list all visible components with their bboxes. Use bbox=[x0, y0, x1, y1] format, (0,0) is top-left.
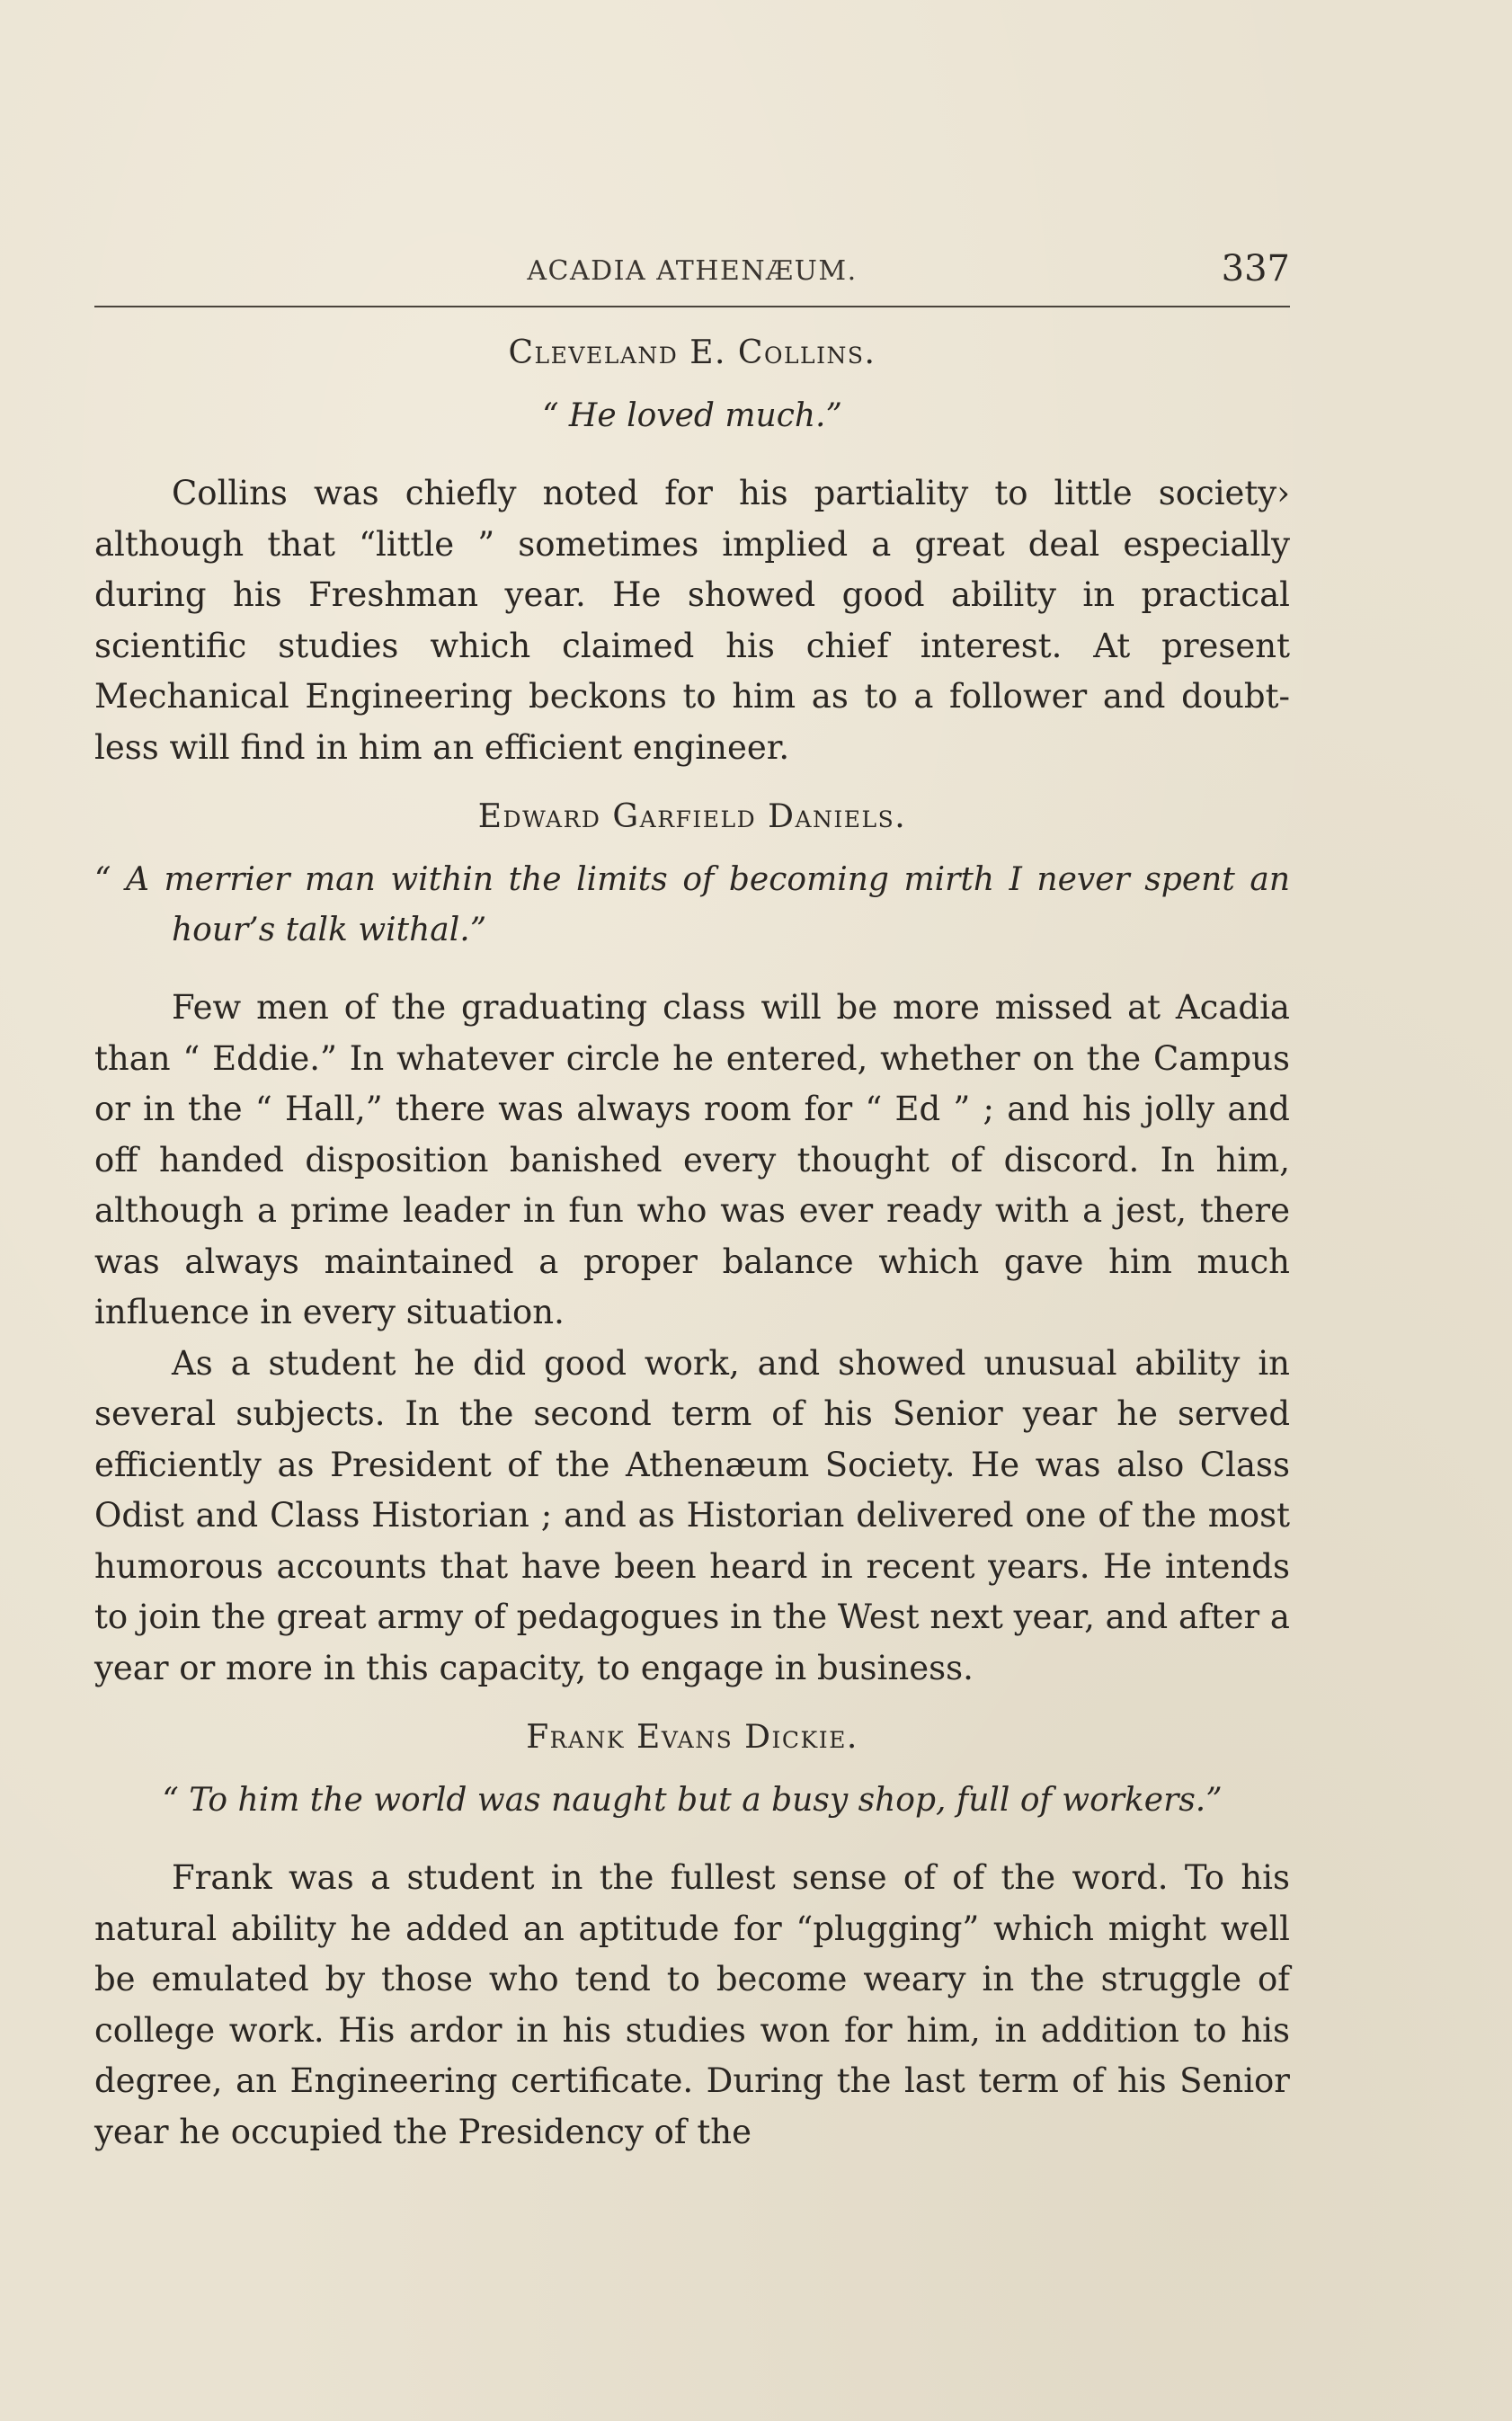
page-number: 337 bbox=[1221, 248, 1290, 289]
running-title: ACADIA ATHENÆUM. bbox=[527, 255, 858, 287]
entry-motto-dickie: “ To him the world was naught but a busy shop, full of workers.” bbox=[162, 1782, 1223, 1819]
entry-name-daniels: Edward Garfield Daniels. bbox=[477, 798, 907, 835]
entry-name-collins: Cleveland E. Collins. bbox=[508, 334, 876, 371]
header-rule bbox=[94, 306, 1290, 307]
entry-motto-collins: “ He loved much.” bbox=[542, 397, 842, 434]
entry-paragraph-collins-1: Collins was chiefly noted for his partiality to little society› although that “little ” sometimes implied a great deal especially during his Freshman year. He showed good ability in practical scientific studies which claimed his chief interest. At present Mechanical Engineering beckons to him as to a follower and doubt-less will find in him an efficient engineer. bbox=[94, 474, 1290, 767]
entry-name-dickie: Frank Evans Dickie. bbox=[526, 1719, 858, 1756]
entry-paragraph-dickie-1: Frank was a student in the fullest sense of of the word. To his natural ability he added an aptitude for “plugging” which might well be emulated by those who tend to become weary in the struggle of college work. His ardor in his studies won for him, in addition to his degree, an Engineering certificate. During the last term of his Senior year he occupied the Presidency of the bbox=[94, 1858, 1290, 2151]
running-head bbox=[94, 243, 1290, 306]
entry-paragraph-daniels-1: Few men of the graduating class will be more missed at Acadia than “ Eddie.” In whatever circle he entered, whether on the Campus or in the “ Hall,” there was always room for “ Ed ” ; and his jolly and off handed disposition banished every thought of discord. In him, although a prime leader in fun who was ever ready with a jest, there was always maintained a proper balance which gave him much influence in every situation. bbox=[94, 988, 1290, 1331]
page bbox=[94, 243, 1290, 2183]
entry-paragraph-daniels-2: As a student he did good work, and showed unusual ability in several subjects. In the second term of his Senior year he served efficiently as President of the Athenæum Society. He was also Class Odist and Class Historian ; and as Historian delivered one of the most humorous accounts that have been heard in recent years. He intends to join the great army of pedagogues in the West next year, and after a year or more in this capacity, to engage in business. bbox=[94, 1343, 1290, 1687]
entry-motto-daniels: “ A merrier man within the limits of becoming mirth I never spent an hour’s talk withal.” bbox=[94, 861, 1290, 948]
